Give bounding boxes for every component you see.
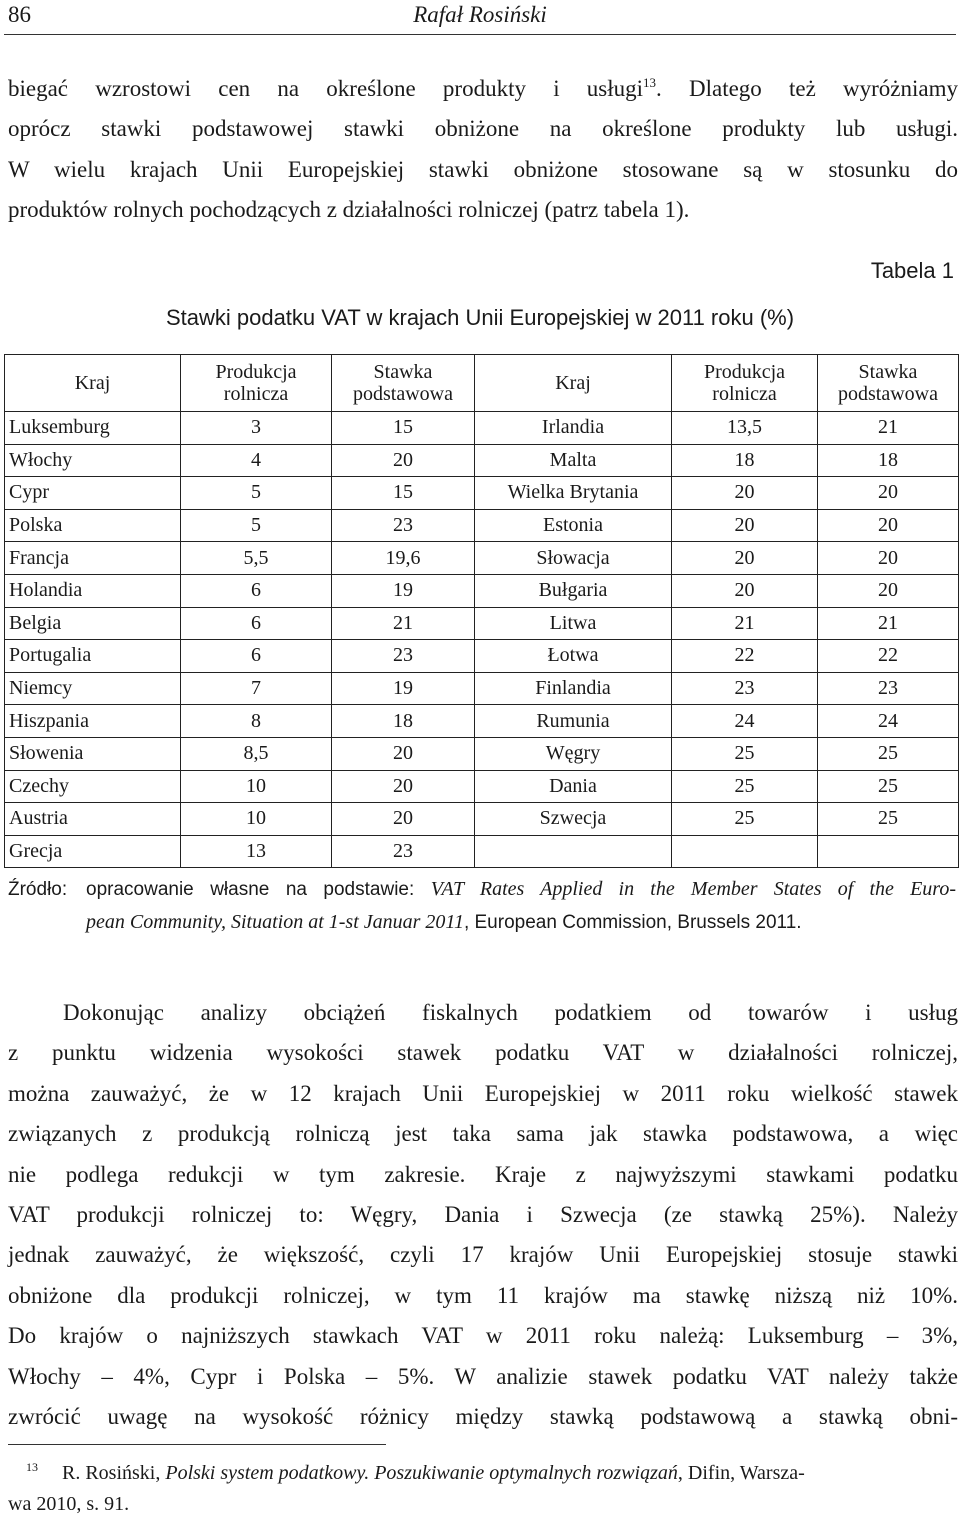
- cell-country: Holandia: [5, 574, 181, 607]
- cell-agri-rate: 25: [672, 803, 818, 836]
- cell-agri-rate: 10: [181, 803, 332, 836]
- cell-agri-rate: 13,5: [672, 412, 818, 445]
- cell-standard-rate: 23: [332, 509, 475, 542]
- vat-rates-table: [4, 354, 959, 868]
- table-row: [5, 477, 959, 510]
- cell-standard-rate: 24: [818, 705, 959, 738]
- cell-agri-rate: 20: [672, 542, 818, 575]
- footnote-rule: [8, 1444, 386, 1445]
- cell-agri-rate: 24: [672, 705, 818, 738]
- cell-standard-rate: 20: [818, 509, 959, 542]
- cell-standard-rate: 20: [332, 737, 475, 770]
- body-line: zwrócić uwagę na wysokość różnicy między stawką podstawową a stawką obni-: [8, 1403, 958, 1429]
- cell-country: Finlandia: [475, 672, 672, 705]
- cell-country: Polska: [5, 509, 181, 542]
- footnote-title: Polski system podatkowy. Poszukiwanie optymalnych rozwiązań: [165, 1462, 678, 1484]
- footnote-line: wa 2010, s. 91.: [8, 1493, 130, 1515]
- cell-standard-rate: 19,6: [332, 542, 475, 575]
- cell-agri-rate: 13: [181, 835, 332, 868]
- source-title: VAT Rates Applied in the Member States of the Euro-: [430, 878, 957, 900]
- table-row: [5, 705, 959, 738]
- cell-standard-rate: 21: [332, 607, 475, 640]
- table-row: [5, 770, 959, 803]
- cell-country: Dania: [475, 770, 672, 803]
- cell-agri-rate: 20: [672, 477, 818, 510]
- cell-standard-rate: 20: [818, 542, 959, 575]
- cell-agri-rate: 6: [181, 574, 332, 607]
- cell-country: Włochy: [5, 444, 181, 477]
- table-row: [5, 542, 959, 575]
- intro-text: . Dlatego też wyróżniamy: [656, 76, 958, 101]
- footnote-text: , Difin, Warsza-: [677, 1462, 805, 1484]
- header-country: Kraj: [475, 355, 672, 412]
- cell-agri-rate: 22: [672, 640, 818, 673]
- cell-standard-rate: 18: [818, 444, 959, 477]
- cell-country: Hiszpania: [5, 705, 181, 738]
- body-line: związanych z produkcją rolniczą jest taka sama jak stawka podstawowa, a więc: [8, 1121, 958, 1147]
- cell-agri-rate: 6: [181, 640, 332, 673]
- source-line: [86, 873, 956, 906]
- running-head-author: Rafał Rosiński: [413, 2, 547, 27]
- header-standard-rate: Stawka podstawowa: [818, 355, 959, 412]
- cell-country: Portugalia: [5, 640, 181, 673]
- cell-country: Litwa: [475, 607, 672, 640]
- header-country: Kraj: [5, 355, 181, 412]
- cell-standard-rate: 22: [818, 640, 959, 673]
- page-number: 86: [8, 2, 31, 27]
- cell-agri-rate: 5: [181, 509, 332, 542]
- cell-country: Grecja: [5, 835, 181, 868]
- cell-country: Łotwa: [475, 640, 672, 673]
- cell-country: Francja: [5, 542, 181, 575]
- cell-agri-rate: 4: [181, 444, 332, 477]
- cell-standard-rate: [818, 835, 959, 868]
- body-line: można zauważyć, że w 12 krajach Unii Europejskiej w 2011 roku wielkość stawek: [8, 1080, 958, 1106]
- cell-agri-rate: 3: [181, 412, 332, 445]
- body-line: z punktu widzenia wysokości stawek podatku VAT w działalności rolniczej,: [8, 1040, 958, 1066]
- intro-line: [8, 69, 958, 109]
- intro-paragraph: [8, 69, 958, 231]
- table-title: Stawki podatku VAT w krajach Unii Europejskiej w 2011 roku (%): [165, 305, 795, 330]
- source-text: opracowanie własne na podstawie:: [86, 879, 415, 900]
- cell-standard-rate: 25: [818, 770, 959, 803]
- cell-country: Niemcy: [5, 672, 181, 705]
- cell-agri-rate: 23: [672, 672, 818, 705]
- cell-country: Wielka Brytania: [475, 477, 672, 510]
- cell-agri-rate: 20: [672, 509, 818, 542]
- cell-standard-rate: 23: [332, 835, 475, 868]
- table-row: [5, 509, 959, 542]
- cell-agri-rate: 18: [672, 444, 818, 477]
- cell-country: Węgry: [475, 737, 672, 770]
- cell-agri-rate: 20: [672, 574, 818, 607]
- cell-agri-rate: [672, 835, 818, 868]
- table-header-row: [5, 355, 959, 412]
- cell-standard-rate: 20: [332, 803, 475, 836]
- analysis-paragraph: [8, 993, 958, 1437]
- table-row: [5, 607, 959, 640]
- cell-agri-rate: 5: [181, 477, 332, 510]
- body-line: obniżone dla produkcji rolniczej, w tym 11 krajów ma stawkę niższą niż 10%.: [8, 1282, 958, 1308]
- footnote-ref: 13: [643, 75, 657, 90]
- cell-country: Czechy: [5, 770, 181, 803]
- cell-country: Malta: [475, 444, 672, 477]
- cell-standard-rate: 21: [818, 607, 959, 640]
- body-line: jednak zauważyć, że większość, czyli 17 krajów Unii Europejskiej stosuje stawki: [8, 1242, 958, 1268]
- cell-country: Luksemburg: [5, 412, 181, 445]
- cell-agri-rate: 8: [181, 705, 332, 738]
- table-row: [5, 835, 959, 868]
- table-body: [5, 412, 959, 868]
- table-row: [5, 672, 959, 705]
- cell-standard-rate: 19: [332, 574, 475, 607]
- cell-standard-rate: 20: [818, 477, 959, 510]
- cell-country: Belgia: [5, 607, 181, 640]
- cell-standard-rate: 20: [332, 444, 475, 477]
- header-standard-rate: Stawka podstawowa: [332, 355, 475, 412]
- cell-standard-rate: 15: [332, 477, 475, 510]
- footnote-line: [8, 1458, 958, 1489]
- cell-country: Austria: [5, 803, 181, 836]
- header-agri-rate: Produkcja rolnicza: [672, 355, 818, 412]
- table-row: [5, 803, 959, 836]
- cell-country: Estonia: [475, 509, 672, 542]
- cell-country: [475, 835, 672, 868]
- cell-standard-rate: 19: [332, 672, 475, 705]
- cell-standard-rate: 25: [818, 803, 959, 836]
- body-line: Do krajów o najniższych stawkach VAT w 2011 roku należą: Luksemburg – 3%,: [8, 1323, 958, 1349]
- cell-country: Słowacja: [475, 542, 672, 575]
- cell-standard-rate: 25: [818, 737, 959, 770]
- cell-agri-rate: 21: [672, 607, 818, 640]
- cell-agri-rate: 8,5: [181, 737, 332, 770]
- cell-country: Bułgaria: [475, 574, 672, 607]
- cell-standard-rate: 15: [332, 412, 475, 445]
- source-title: pean Community, Situation at 1-st Januar 2011: [86, 911, 464, 933]
- table-row: [5, 444, 959, 477]
- table-row: [5, 640, 959, 673]
- intro-line: W wielu krajach Unii Europejskiej stawki obniżone stosowane są w stosunku do: [8, 156, 958, 182]
- cell-country: Irlandia: [475, 412, 672, 445]
- table-row: [5, 412, 959, 445]
- cell-standard-rate: 20: [332, 770, 475, 803]
- intro-line: produktów rolnych pochodzących z działalności rolniczej (patrz tabela 1).: [8, 197, 690, 223]
- cell-country: Cypr: [5, 477, 181, 510]
- body-line: Włochy – 4%, Cypr i Polska – 5%. W analizie stawek podatku VAT należy także: [8, 1363, 958, 1389]
- footnote-number: 13: [26, 1460, 38, 1474]
- cell-agri-rate: 6: [181, 607, 332, 640]
- footnote: [8, 1458, 958, 1520]
- cell-country: Szwecja: [475, 803, 672, 836]
- source-label: Źródło:: [8, 879, 68, 900]
- intro-text: biegać wzrostowi cen na określone produkty i usługi: [8, 76, 644, 101]
- cell-agri-rate: 10: [181, 770, 332, 803]
- cell-agri-rate: 7: [181, 672, 332, 705]
- source-line: [86, 906, 802, 939]
- cell-standard-rate: 23: [332, 640, 475, 673]
- cell-standard-rate: 20: [818, 574, 959, 607]
- cell-country: Rumunia: [475, 705, 672, 738]
- body-line: VAT produkcji rolniczej to: Węgry, Dania i Szwecja (ze stawką 25%). Należy: [8, 1201, 958, 1227]
- cell-standard-rate: 21: [818, 412, 959, 445]
- header-agri-rate: Produkcja rolnicza: [181, 355, 332, 412]
- page-header: [0, 0, 960, 32]
- cell-agri-rate: 5,5: [181, 542, 332, 575]
- table-row: [5, 574, 959, 607]
- source-text: , European Commission, Brussels 2011.: [463, 912, 802, 933]
- cell-agri-rate: 25: [672, 770, 818, 803]
- table-row: [5, 737, 959, 770]
- cell-standard-rate: 18: [332, 705, 475, 738]
- body-line: nie podlega redukcji w tym zakresie. Kraje z najwyższymi stawkami podatku: [8, 1161, 958, 1187]
- body-line: Dokonując analizy obciążeń fiskalnych podatkiem od towarów i usług: [63, 1000, 958, 1025]
- cell-country: Słowenia: [5, 737, 181, 770]
- intro-line: oprócz stawki podstawowej stawki obniżone na określone produkty lub usługi.: [8, 116, 958, 142]
- cell-agri-rate: 25: [672, 737, 818, 770]
- header-rule: [4, 34, 956, 35]
- cell-standard-rate: 23: [818, 672, 959, 705]
- footnote-text: R. Rosiński,: [62, 1462, 166, 1484]
- table-label: Tabela 1: [870, 258, 954, 283]
